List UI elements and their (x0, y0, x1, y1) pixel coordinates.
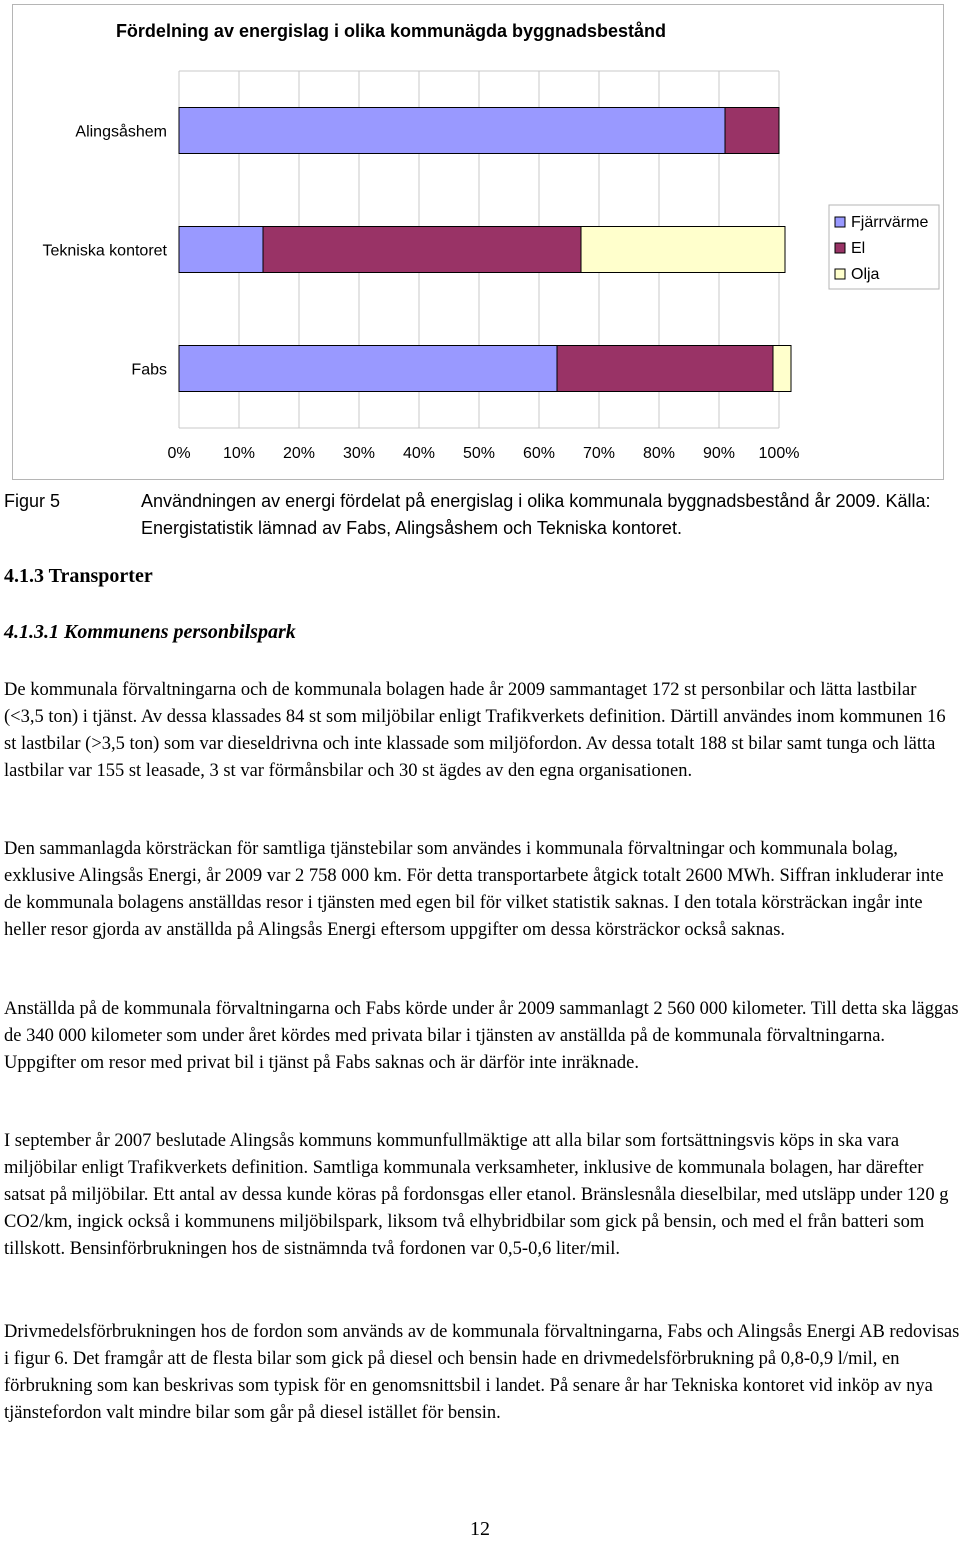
x-tick-label: 60% (522, 445, 556, 462)
page-number: 12 (470, 1518, 490, 1540)
bar-segment (725, 108, 779, 154)
category-label: Alingsåshem (75, 123, 167, 141)
x-tick-label: 90% (702, 445, 736, 462)
paragraph-5: Drivmedelsförbrukningen hos de fordon som används av de kommunala förvaltningarna, Fabs och Alingsås Energi AB redovisas i figur 6. Det framgår att de flesta bilar som gick på diesel och bensin hade en drivmedelsförbrukning på 0,8-0,9 l/mil, en förbrukning som kan beskrivas som typisk för en genomsnittsbil i landet. På senare år har Tekniska kontoret vid inköp av nya tjänstefordon valt mindre bilar som går på diesel istället för bensin. (4, 1322, 960, 1423)
paragraph-1: De kommunala förvaltningarna och de kommunala bolagen hade år 2009 sammantaget 172 st personbilar och lätta lastbilar (<3,5 ton) i tjänst. Av dessa klassades 84 st som miljöbilar enligt Trafikverkets definition. Därtill användes inom kommunen 16 st lastbilar (>3,5 ton) som var dieseldrivna och inte klassade som miljöfordon. Av dessa totalt 188 st bilar samt tunga och lätta lastbilar var 155 st leasade, 3 st var förmånsbilar och 30 st ägdes av den egna organisationen. (4, 680, 946, 781)
bar-segment (263, 227, 581, 273)
paragraph-2: Den sammanlagda körsträckan för samtliga tjänstebilar som användes i kommunala förvaltningar och kommunala bolag, exklusive Alingsås Energi, år 2009 var 2 758 000 km. För detta transportarbete åtgick totalt 2600 MWh. Siffran inkluderar inte de kommunala bolagens anställdas resor i tjänsten med egen bil för vilket statistik saknas. I den totala körsträckan ingår inte heller resor gjorda av anställda på Alingsås Energi eftersom uppgifter om dessa körsträckor också saknas. (4, 839, 944, 940)
bar-segment (179, 346, 557, 392)
x-tick-label: 40% (402, 445, 436, 462)
legend-swatch (835, 243, 845, 253)
legend-swatch (835, 269, 845, 279)
chart-title: Fördelning av energislag i olika kommunägda byggnadsbestånd (115, 21, 667, 41)
x-tick-label: 50% (462, 445, 496, 462)
bar-segment (179, 227, 263, 273)
bar-segment (581, 227, 785, 273)
x-tick-label: 80% (642, 445, 676, 462)
legend-swatch (835, 217, 845, 227)
figure-caption-text: Användningen av energi fördelat på energislag i olika kommunala byggnadsbestånd år 2009. Källa: Energistatistik lämnad av Fabs, Alingsåshem och Tekniska kontoret. (141, 491, 931, 538)
legend-label: Fjärrvärme (851, 214, 929, 231)
paragraph-4: I september år 2007 beslutade Alingsås kommuns kommunfullmäktige att alla bilar som fortsättningsvis köps in ska vara miljöbilar enligt Trafikverkets definition. Samtliga kommunala verksamheter, inklusive de kommunala bolagen, har därefter satsat på miljöbilar. Ett antal av dessa kunde köras på fordonsgas eller etanol. Bränslesnåla dieselbilar, med utsläpp under 120 g CO2/km, ingick också i kommunens miljöbilspark, liksom två elhybridbilar som gick på bensin, och med el från batteri som tillskott. Bensinförbrukningen hos de sistnämnda två fordonen var 0,5-0,6 liter/mil. (4, 1131, 949, 1259)
category-label: Fabs (131, 361, 167, 379)
x-tick-label: 100% (758, 445, 800, 462)
legend-label: El (851, 240, 866, 257)
x-tick-label: 10% (222, 445, 256, 462)
section-heading: 4.1.3 Transporter (4, 565, 153, 587)
bar-segment (773, 346, 791, 392)
figure-label: Figur 5 (4, 491, 61, 511)
paragraph-3: Anställda på de kommunala förvaltningarna och Fabs körde under år 2009 sammanlagt 2 560 000 kilometer. Till detta ska läggas de 340 000 kilometer som under året kördes med privata bilar i tjänsten av anställda på de kommunala förvaltningarna. Uppgifter om resor med privat bil i tjänst på Fabs saknas och är därför inte inräknade. (4, 999, 959, 1073)
category-label: Tekniska kontoret (42, 242, 167, 260)
x-tick-label: 0% (167, 445, 191, 462)
x-tick-label: 30% (342, 445, 376, 462)
subsection-heading: 4.1.3.1 Kommunens personbilspark (4, 621, 296, 643)
bar-segment (557, 346, 773, 392)
legend-label: Olja (851, 266, 880, 283)
x-tick-label: 20% (282, 445, 316, 462)
bar-segment (179, 108, 725, 154)
chart-container (12, 4, 944, 480)
x-tick-label: 70% (582, 445, 616, 462)
stacked-bar-chart (13, 5, 945, 481)
